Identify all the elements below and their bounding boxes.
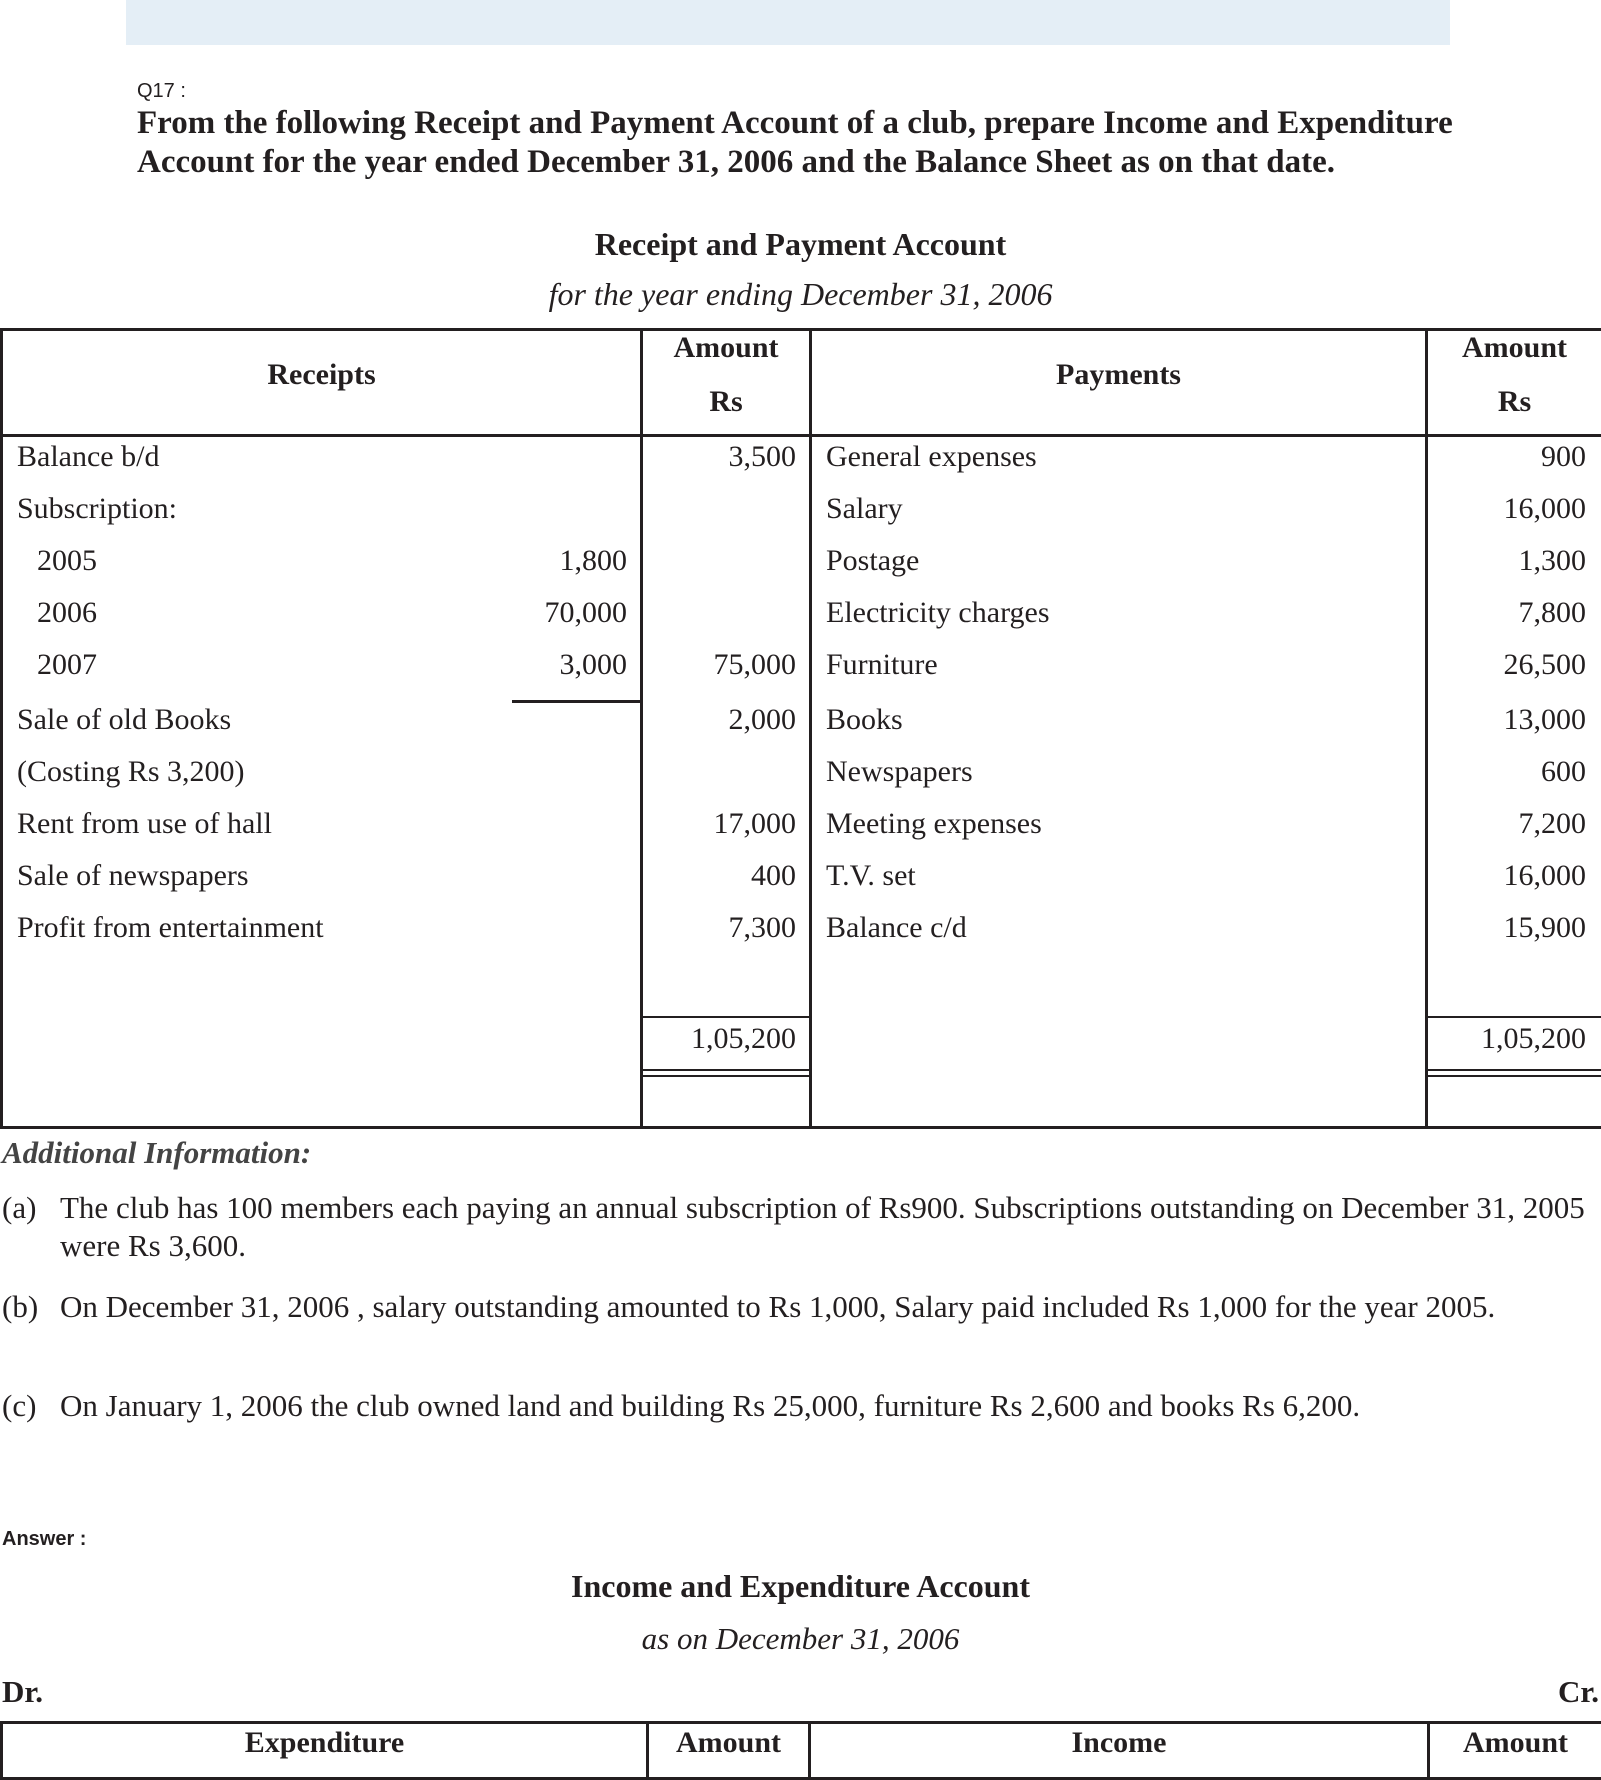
receipt-amount: 75,000 (713, 648, 796, 681)
receipt-label: Sale of old Books (17, 703, 232, 736)
payment-amount: 7,800 (1518, 596, 1586, 629)
receipt-amount: 3,500 (728, 440, 796, 473)
payments-total: 1,05,200 (1481, 1022, 1586, 1055)
header-rs-receipts: Rs (709, 385, 743, 418)
payment-label: Newspapers (826, 755, 973, 788)
receipt-sub-amount: 3,000 (559, 648, 627, 681)
receipt-label: 2007 (37, 648, 97, 681)
header-amount-income: Amount (1462, 1726, 1568, 1759)
receipt-payment-table (0, 328, 1601, 1129)
payment-amount: 900 (1541, 440, 1586, 473)
receipt-label: Subscription: (17, 492, 178, 525)
payment-label: Electricity charges (826, 596, 1050, 629)
payment-label: Postage (826, 544, 920, 577)
note-label: (c) (2, 1388, 37, 1423)
answer-label: Answer : (2, 1528, 87, 1550)
rp-account-title: Receipt and Payment Account (594, 226, 1007, 262)
receipt-label: Sale of newspapers (17, 859, 249, 892)
receipt-amount: 7,300 (728, 911, 796, 944)
header-amount-receipts: Amount (673, 331, 779, 364)
receipt-amount: 400 (751, 859, 796, 892)
question-label: Q17 : (137, 80, 186, 102)
note-c (2, 1387, 1592, 1427)
rp-account-subtitle: for the year ending December 31, 2006 (548, 276, 1053, 312)
receipt-amount: 2,000 (728, 703, 796, 736)
ie-account-title: Income and Expenditure Account (570, 1568, 1030, 1604)
receipt-amount: 17,000 (713, 807, 796, 840)
note-text: The club has 100 members each paying an annual subscription of Rs900. Subscriptions outstanding on December 31, 2005 were Rs 3,600. (60, 1190, 1585, 1263)
receipt-sub-amount: 70,000 (544, 596, 627, 629)
additional-info-heading: Additional Information: (2, 1135, 312, 1170)
payment-amount: 13,000 (1503, 703, 1586, 736)
payment-label: Furniture (826, 648, 938, 681)
note-a (2, 1189, 1592, 1269)
receipt-sub-amount: 1,800 (559, 544, 627, 577)
receipt-label: 2005 (37, 544, 97, 577)
payment-label: Balance c/d (826, 911, 967, 944)
payment-label: Books (826, 703, 903, 736)
receipt-label: 2006 (37, 596, 97, 629)
receipt-label: Profit from entertainment (17, 911, 324, 944)
note-text: On January 1, 2006 the club owned land and building Rs 25,000, furniture Rs 2,600 and books Rs 6,200. (60, 1388, 1361, 1423)
payment-amount: 16,000 (1503, 492, 1586, 525)
receipt-label: (Costing Rs 3,200) (17, 755, 245, 788)
payment-amount: 1,300 (1518, 544, 1586, 577)
header-expenditure: Expenditure (244, 1726, 405, 1759)
ie-account-subtitle: as on December 31, 2006 (641, 1621, 960, 1656)
header-income: Income (1071, 1726, 1167, 1759)
receipt-label: Rent from use of hall (17, 807, 272, 840)
header-payments: Payments (1056, 358, 1181, 391)
payment-amount: 7,200 (1518, 807, 1586, 840)
payment-label: T.V. set (826, 859, 916, 892)
debit-label: Dr. (2, 1674, 44, 1709)
top-banner (126, 0, 1450, 45)
note-label: (b) (2, 1289, 39, 1324)
payment-amount: 15,900 (1503, 911, 1586, 944)
note-text: On December 31, 2006 , salary outstanding amounted to Rs 1,000, Salary paid included Rs 1,000 for the year 2005. (60, 1289, 1496, 1324)
note-label: (a) (2, 1190, 37, 1225)
header-rs-payments: Rs (1497, 385, 1532, 418)
payment-amount: 26,500 (1503, 648, 1586, 681)
receipt-label: Balance b/d (17, 440, 160, 473)
payment-label: General expenses (826, 440, 1037, 473)
header-receipts: Receipts (267, 358, 376, 391)
header-amount-expenditure: Amount (675, 1726, 781, 1759)
payment-amount: 600 (1541, 755, 1586, 788)
payment-label: Salary (826, 492, 903, 525)
question-text: From the following Receipt and Payment Account of a club, prepare Income and Expenditure Account for the year ended December 31, 2006 and the Balance Sheet as on that date. (137, 105, 1453, 180)
payment-label: Meeting expenses (826, 807, 1042, 840)
note-b (2, 1288, 1592, 1368)
credit-label: Cr. (1557, 1674, 1599, 1709)
header-amount-payments: Amount (1461, 331, 1567, 364)
receipts-total: 1,05,200 (691, 1022, 796, 1055)
payment-amount: 16,000 (1503, 859, 1586, 892)
income-expenditure-table (0, 1721, 1601, 1780)
